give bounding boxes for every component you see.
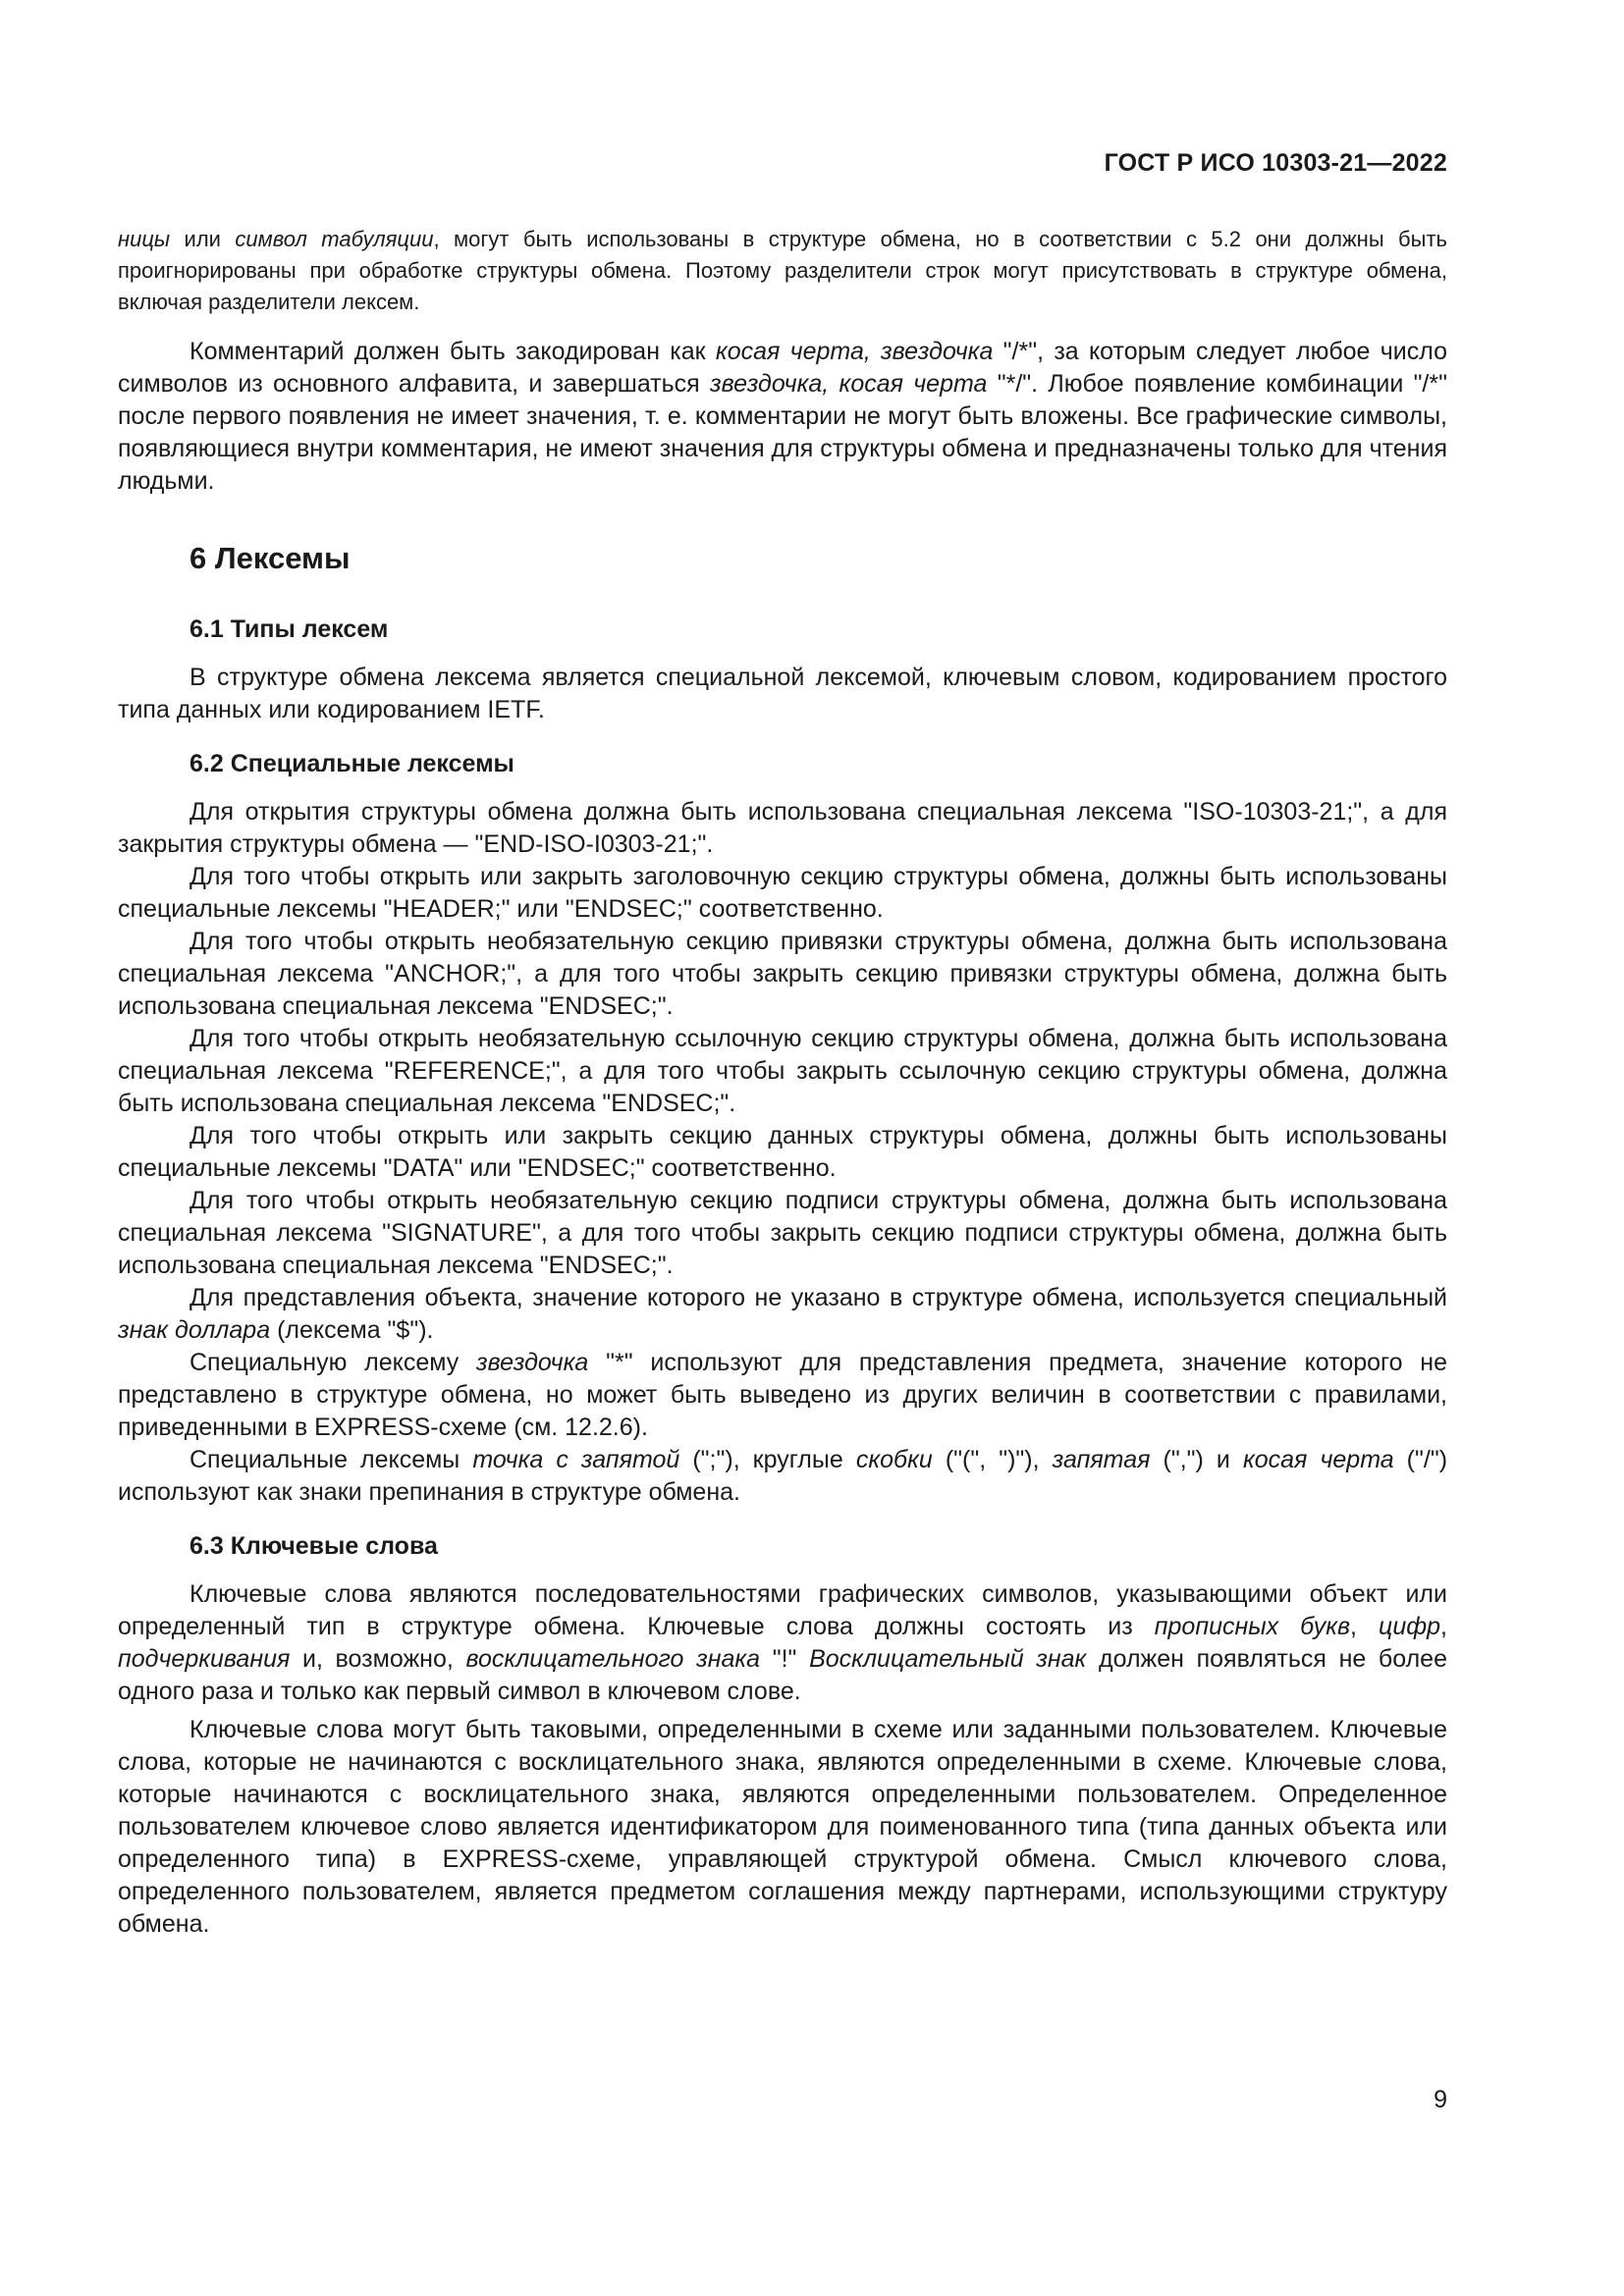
paragraph: Для того чтобы открыть необязательную секцию привязки структуры обмена, должна быть использована специальная лексема "ANCHOR;", а для того чтобы закрыть секцию привязки структуры обмена, должна быть использована специальная лексема "ENDSEC;". (118, 928, 1447, 1020)
italic-term: косая черта, звездочка (715, 338, 994, 365)
italic-term: цифр (1379, 1613, 1441, 1640)
comment-paragraph: Комментарий должен быть закодирован как косая черта, звездочка "/*", за которым следует любое число символов из основного алфавита, и завершаться звездочка, косая черта "*/". Любое появление комбинации "/*" после первого появления не имеет значения, т. е. комментарии не могут быть вложены. Все графические символы, появляющиеся внутри комментария, не имеют значения для структуры обмена и предназначены только для чтения людьми. (118, 338, 1447, 495)
subsection-heading: 6.2 Специальные лексемы (189, 750, 514, 777)
paragraph: Специальные лексемы точка с запятой (";"), круглые скобки ("(", ")"), запятая (",") и косая черта ("/") используют как знаки препинания в структуре обмена. (118, 1446, 1448, 1506)
italic-term: точка с запятой (472, 1446, 680, 1473)
paragraph: В структуре обмена лексема является специальной лексемой, ключевым словом, кодированием простого типа данных или кодированием IETF. (118, 664, 1447, 723)
page-number: 9 (1434, 2086, 1447, 2113)
italic-term: прописных букв (1154, 1613, 1351, 1640)
subsection-heading: 6.3 Ключевые слова (189, 1532, 438, 1560)
section-heading: 6 Лексемы (189, 541, 351, 575)
italic-term: символ табуляции (235, 227, 434, 251)
italic-term: скобки (855, 1446, 933, 1473)
paragraph: Специальную лексему звездочка "*" используют для представления предмета, значение которого не представлено в структуре обмена, но может быть выведено из других величин в соответствии с правилами, приведенными в EXPRESS-схеме (см. 12.2.6). (118, 1349, 1447, 1441)
italic-term: ницы (118, 227, 171, 251)
paragraph: Для того чтобы открыть или закрыть заголовочную секцию структуры обмена, должны быть использованы специальные лексемы "HEADER;" или "ENDSEC;" соответственно. (118, 863, 1447, 923)
paragraph: Для открытия структуры обмена должна быть использована специальная лексема "ISO-10303-21;", а для закрытия структуры обмена — "END-ISO-I0303-21;". (118, 798, 1447, 858)
italic-term: звездочка, косая черта (709, 370, 988, 398)
page-content (118, 224, 1447, 1941)
paragraph: Для того чтобы открыть или закрыть секцию данных структуры обмена, должны быть использованы специальные лексемы "DATA" или "ENDSEC;" соответственно. (118, 1122, 1447, 1182)
paragraph: Для того чтобы открыть необязательную секцию подписи структуры обмена, должна быть использована специальная лексема "SIGNATURE", а для того чтобы закрыть секцию подписи структуры обмена, должна быть использована специальная лексема "ENDSEC;". (118, 1187, 1447, 1279)
italic-term: Восклицательный знак (809, 1645, 1087, 1673)
italic-term: запятая (1052, 1446, 1151, 1473)
paragraph: Ключевые слова могут быть таковыми, определенными в схеме или заданными пользователем. Ключевые слова, которые не начинаются с восклицательного знака, являются определенными в схеме. Ключевые слова, которые начинаются с восклицательного знака, являются определенными пользователем. Определенное пользователем ключевое слово является идентификатором для поименованного типа (типа данных объекта или определенного типа) в EXPRESS-схеме, управляющей структурой обмена. Смысл ключевого слова, определенного пользователем, является предметом соглашения между партнерами, использующими структуру обмена. (118, 1716, 1447, 1938)
subsection-heading: 6.1 Типы лексем (189, 615, 389, 643)
paragraph: Для того чтобы открыть необязательную ссылочную секцию структуры обмена, должна быть использована специальная лексема "REFERENCE;", а для того чтобы закрыть ссылочную секцию структуры обмена, должна быть использована специальная лексема "ENDSEC;". (118, 1025, 1447, 1117)
italic-term: косая черта (1242, 1446, 1394, 1473)
italic-term: восклицательного знака (465, 1645, 761, 1673)
paragraph: Для представления объекта, значение которого не указано в структуре обмена, используется специальный знак доллара (лексема "$"). (118, 1284, 1447, 1344)
italic-term: знак доллара (118, 1316, 271, 1344)
document-header: ГОСТ Р ИСО 10303-21—2022 (1104, 149, 1447, 177)
italic-term: звездочка (475, 1349, 589, 1376)
paragraph: Ключевые слова являются последовательностями графических символов, указывающими объект или определенный тип в структуре обмена. Ключевые слова должны состоять из прописных букв, цифр, подчеркивания и, возможно, восклицательного знака "!" Восклицательный знак должен появляться не более одного раза и только как первый символ в ключевом слове. (118, 1580, 1447, 1705)
italic-term: подчеркивания (118, 1645, 291, 1673)
continuation-paragraph: ницы или символ табуляции, могут быть использованы в структуре обмена, но в соответствии с 5.2 они должны быть проигнорированы при обработке структуры обмена. Поэтому разделители строк могут присутствовать в структуре обмена, включая разделители лексем. (118, 227, 1448, 314)
